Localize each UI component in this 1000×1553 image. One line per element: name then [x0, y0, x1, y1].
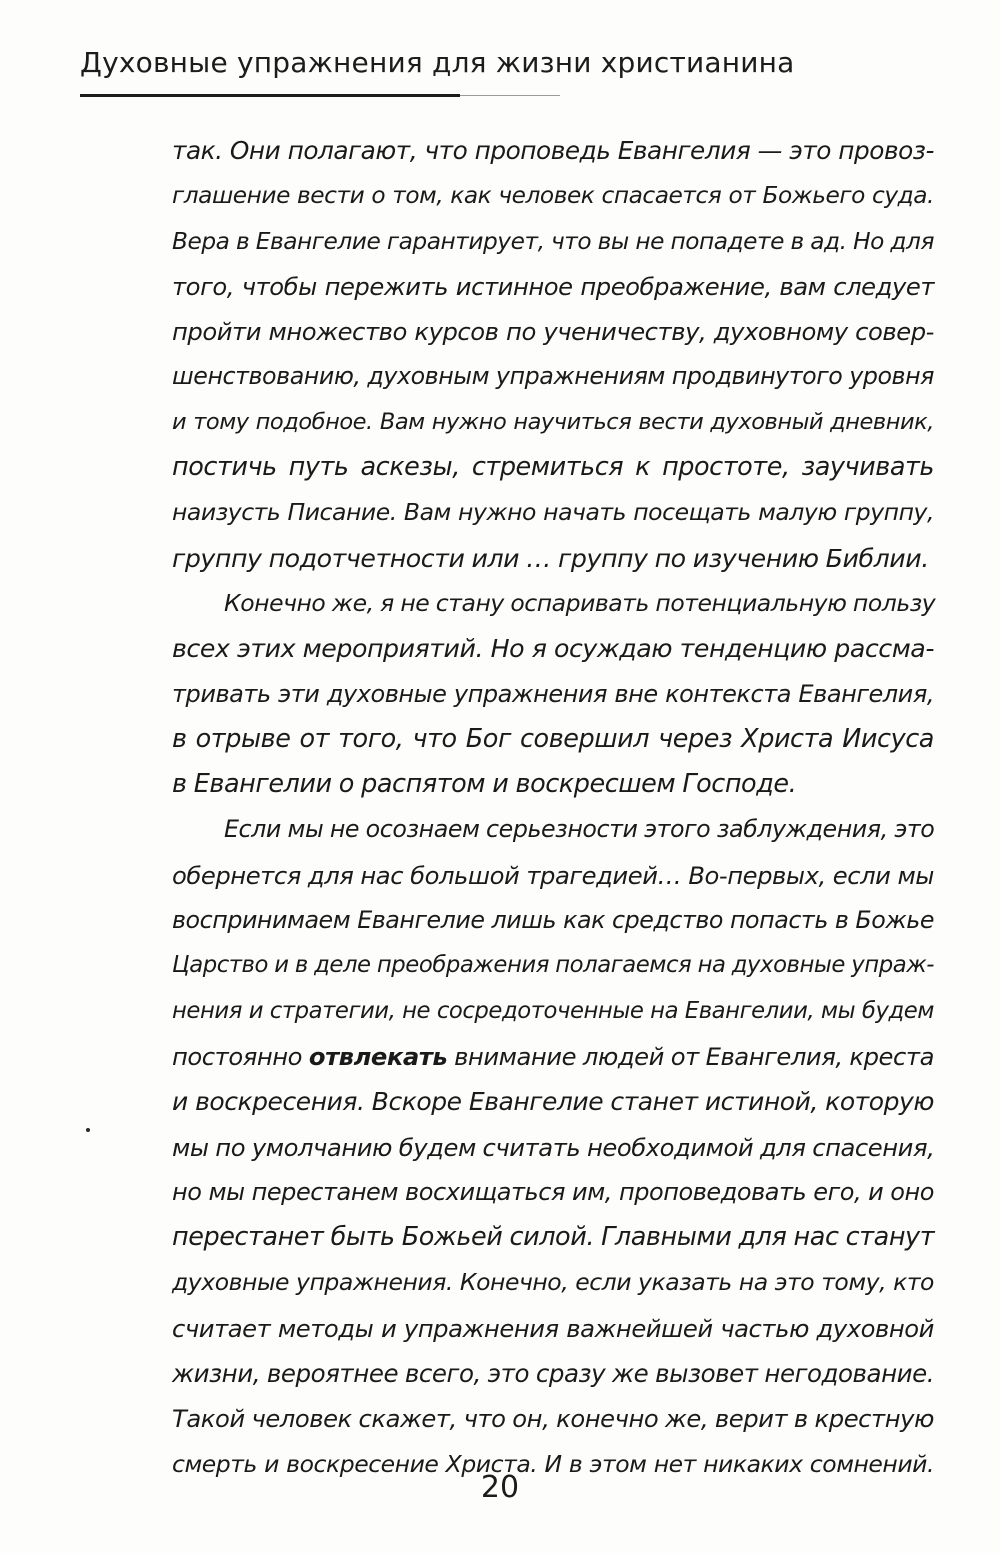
text-line: глашение вести о том, как человек спасается от Божьего суда. — [172, 182, 934, 210]
text-line: смерть и воскресение Христа. И в этом нет никаких сомнений. — [172, 1449, 934, 1478]
text-run: внимание людей от Евангелия, креста — [447, 1041, 934, 1071]
text-line: считает методы и упражнения важнейшей частью духовной — [172, 1313, 934, 1343]
text-line: Такой человек скажет, что он, конечно же, верит в крестную — [172, 1404, 934, 1434]
header-rule-faint — [460, 95, 560, 96]
text-line: Вера в Евангелие гарантирует, что вы не попадете в ад. Но для — [172, 227, 934, 255]
text-line: и воскресения. Вскоре Евангелие станет истиной, которую — [172, 1087, 934, 1117]
body-text — [172, 128, 934, 1487]
text-line: и тому подобное. Вам нужно научиться вести духовный дневник, — [172, 408, 934, 435]
text-line: Конечно же, я не стану оспаривать потенциальную пользу — [224, 588, 936, 617]
text-line: в отрыве от того, что Бог совершил через Христа Иисуса — [172, 723, 934, 754]
text-line: мы по умолчанию будем считать необходимой для спасения, — [172, 1132, 935, 1162]
text-line: того, чтобы пережить истинное преображение, вам следует — [172, 271, 934, 301]
text-line: так. Они полагают, что проповедь Евангелия — это провоз- — [172, 136, 934, 165]
print-speck — [86, 1128, 90, 1132]
text-line: обернется для нас большой трагедией… Во-первых, если мы — [172, 860, 934, 890]
text-line: в Евангелии о распятом и воскресшем Господе. — [172, 769, 797, 800]
text-line: группу подотчетности или … группу по изучению Библии. — [172, 543, 929, 573]
text-line: Царство и в деле преображения полагаемся на духовные упраж- — [172, 952, 934, 979]
text-line: постичь путь аскезы, стремиться к простоте, заучивать — [172, 452, 934, 483]
page-number: 20 — [480, 1470, 520, 1505]
text-line: духовные упражнения. Конечно, если указать на это тому, кто — [172, 1268, 934, 1297]
text-line: тривать эти духовные упражнения вне контекста Евангелия, — [172, 679, 934, 708]
running-head: Духовные упражнения для жизни христианина — [80, 46, 795, 79]
header-rule — [80, 94, 460, 97]
text-line: наизусть Писание. Вам нужно начать посещать малую группу, — [172, 498, 934, 527]
text-line: Если мы не осознаем серьезности этого заблуждения, это — [224, 815, 935, 844]
text-line: пройти множество курсов по ученичеству, духовному совер- — [172, 317, 934, 347]
text-line: воспринимаем Евангелие лишь как средство попасть в Божье — [172, 906, 934, 935]
text-line: шенствованию, духовным упражнениям продвинутого уровня — [172, 362, 934, 391]
text-line: нения и стратегии, не сосредоточенные на Евангелии, мы будем — [172, 997, 934, 1024]
emphasized-word: отвлекать — [308, 1041, 448, 1071]
text-line: но мы перестанем восхищаться им, проповедовать его, и оно — [172, 1177, 934, 1206]
text-line: перестанет быть Божьей силой. Главными для нас станут — [172, 1222, 935, 1253]
text-run: постоянно — [172, 1041, 309, 1071]
text-line — [172, 1034, 934, 1079]
text-line: всех этих мероприятий. Но я осуждаю тенденцию рассма- — [172, 634, 934, 664]
text-line: жизни, вероятнее всего, это сразу же вызовет негодование. — [172, 1359, 935, 1389]
